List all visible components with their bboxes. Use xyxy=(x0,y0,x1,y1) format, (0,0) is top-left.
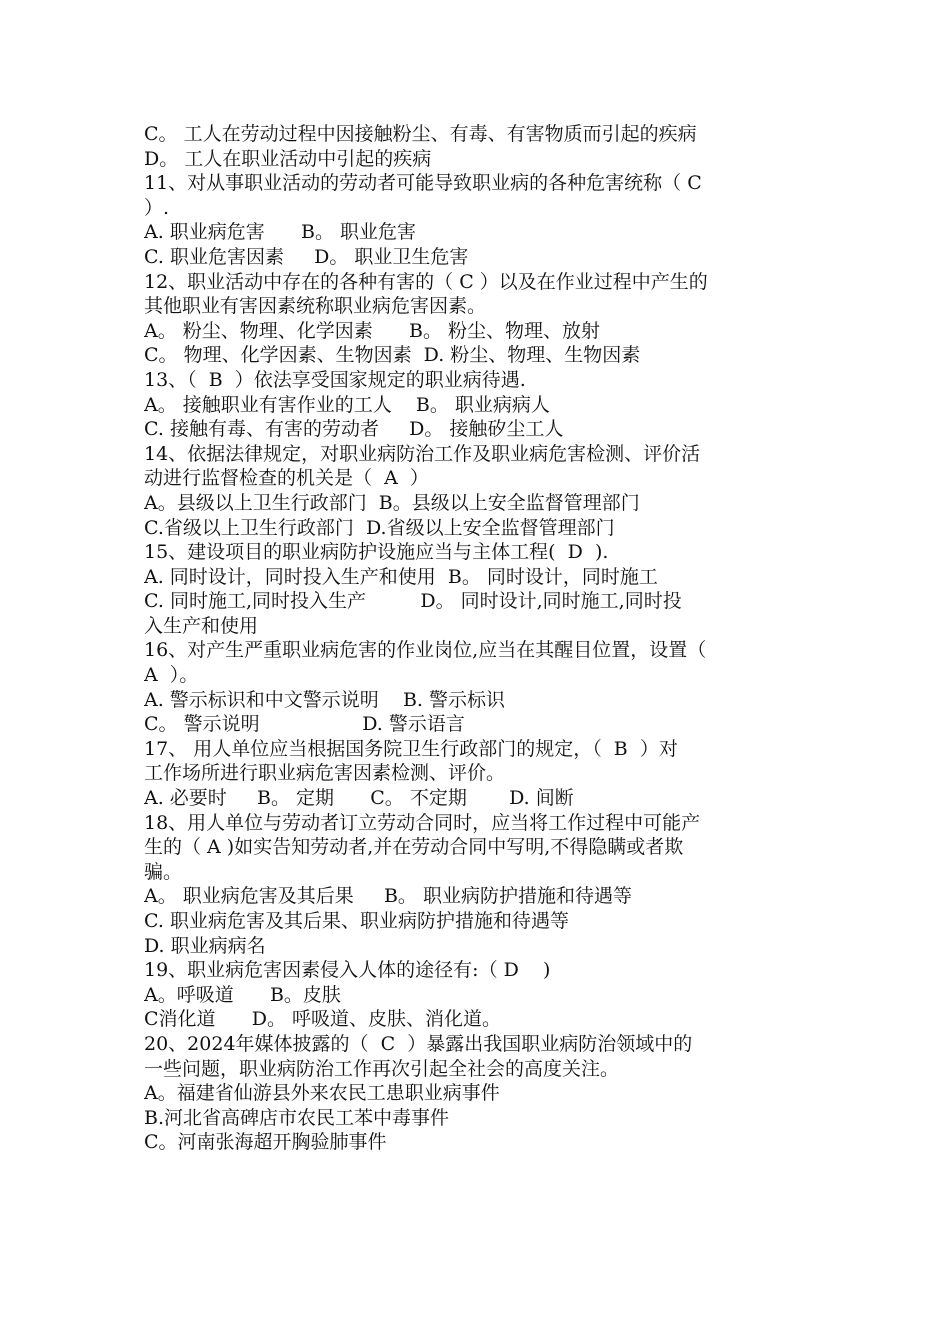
text-line: D。 工人在职业活动中引起的疾病 xyxy=(144,147,432,170)
answer-options: A. 警示标识和中文警示说明 B. 警示标识 xyxy=(144,688,506,711)
answer-options: A. 职业病危害 B。 职业危害 xyxy=(144,221,417,244)
question-20: 20、2024年媒体披露的（ C ）暴露出我国职业病防治领域中的 xyxy=(144,1032,693,1055)
answer-options: C. 职业危害因素 D。 职业卫生危害 xyxy=(144,245,469,268)
question-19: 19、职业病危害因素侵入人体的途径有:（ D ) xyxy=(144,959,551,982)
question-17: 17、 用人单位应当根据国务院卫生行政部门的规定，（ B ）对 xyxy=(144,737,678,760)
text-line: 入生产和使用 xyxy=(144,614,259,637)
answer-options: A。呼吸道 B。皮肤 xyxy=(144,983,341,1006)
answer-options: C.省级以上卫生行政部门 D.省级以上安全监督管理部门 xyxy=(144,516,615,539)
answer-options: C. 接触有毒、有害的劳动者 D。 接触矽尘工人 xyxy=(144,418,564,441)
answer-options: A. 必要时 B。 定期 C。 不定期 D. 间断 xyxy=(144,787,574,810)
answer-options: A。县级以上卫生行政部门 B。县级以上安全监督管理部门 xyxy=(144,491,640,514)
answer-options: A。福建省仙游县外来农民工患职业病事件 xyxy=(144,1082,500,1105)
question-13: 13、（ B ）依法享受国家规定的职业病待遇. xyxy=(144,368,526,391)
text-line: 一些问题，职业病防治工作再次引起全社会的高度关注。 xyxy=(144,1057,620,1080)
question-12: 12、职业活动中存在的各种有害的（ C ）以及在作业过程中产生的 xyxy=(144,270,708,293)
question-16: 16、对产生严重职业病危害的作业岗位,应当在其醒目位置，设置（ xyxy=(144,639,707,662)
answer-options: C. 职业病危害及其后果、职业病防护措施和待遇等 xyxy=(144,910,569,932)
answer-options: A。 职业病危害及其后果 B。 职业病防护措施和待遇等 xyxy=(144,885,632,908)
answer-options: C。 物理、化学因素、生物因素 D. 粉尘、物理、生物因素 xyxy=(144,344,641,367)
text-line: 工作场所进行职业病危害因素检测、评价。 xyxy=(144,762,506,785)
text-line: C。 工人在劳动过程中因接触粉尘、有毒、有害物质而引起的疾病 xyxy=(144,123,697,145)
question-11: 11、对从事职业活动的劳动者可能导致职业病的各种危害统称（ C xyxy=(144,172,702,195)
answer-options: B.河北省高碑店市农民工苯中毒事件 xyxy=(144,1106,450,1129)
answer-options: C。河南张海超开胸验肺事件 xyxy=(144,1131,387,1154)
answer-options: A。 接触职业有害作业的工人 B。 职业病病人 xyxy=(144,393,550,416)
text-line: 骗。 xyxy=(144,860,183,883)
document-page xyxy=(144,122,809,1155)
question-15: 15、建设项目的职业病防护设施应当与主体工程( D ). xyxy=(144,541,609,564)
answer-options: A. 同时设计，同时投入生产和使用 B。 同时设计，同时施工 xyxy=(144,565,658,588)
answer-options: C消化道 D。 呼吸道、皮肤、消化道。 xyxy=(144,1008,502,1031)
text-line: 其他职业有害因素统称职业病危害因素。 xyxy=(144,295,487,318)
answer-options: C. 同时施工,同时投入生产 D。 同时设计,同时施工,同时投 xyxy=(144,590,682,613)
answer-options: C。 警示说明 D. 警示语言 xyxy=(144,713,465,736)
text-line: A ）。 xyxy=(144,664,199,687)
text-line: 动进行监督检查的机关是（ A ） xyxy=(144,467,429,490)
question-14: 14、依据法律规定，对职业病防治工作及职业病危害检测、评价活 xyxy=(144,442,701,465)
text-line: ）. xyxy=(144,196,170,219)
question-18: 18、用人单位与劳动者订立劳动合同时，应当将工作过程中可能产 xyxy=(144,811,701,834)
text-line: 生的（ A )如实告知劳动者,并在劳动合同中写明,不得隐瞒或者欺 xyxy=(144,836,684,859)
answer-options: D. 职业病病名 xyxy=(144,934,266,957)
answer-options: A。 粉尘、物理、化学因素 B。 粉尘、物理、放射 xyxy=(144,319,601,342)
